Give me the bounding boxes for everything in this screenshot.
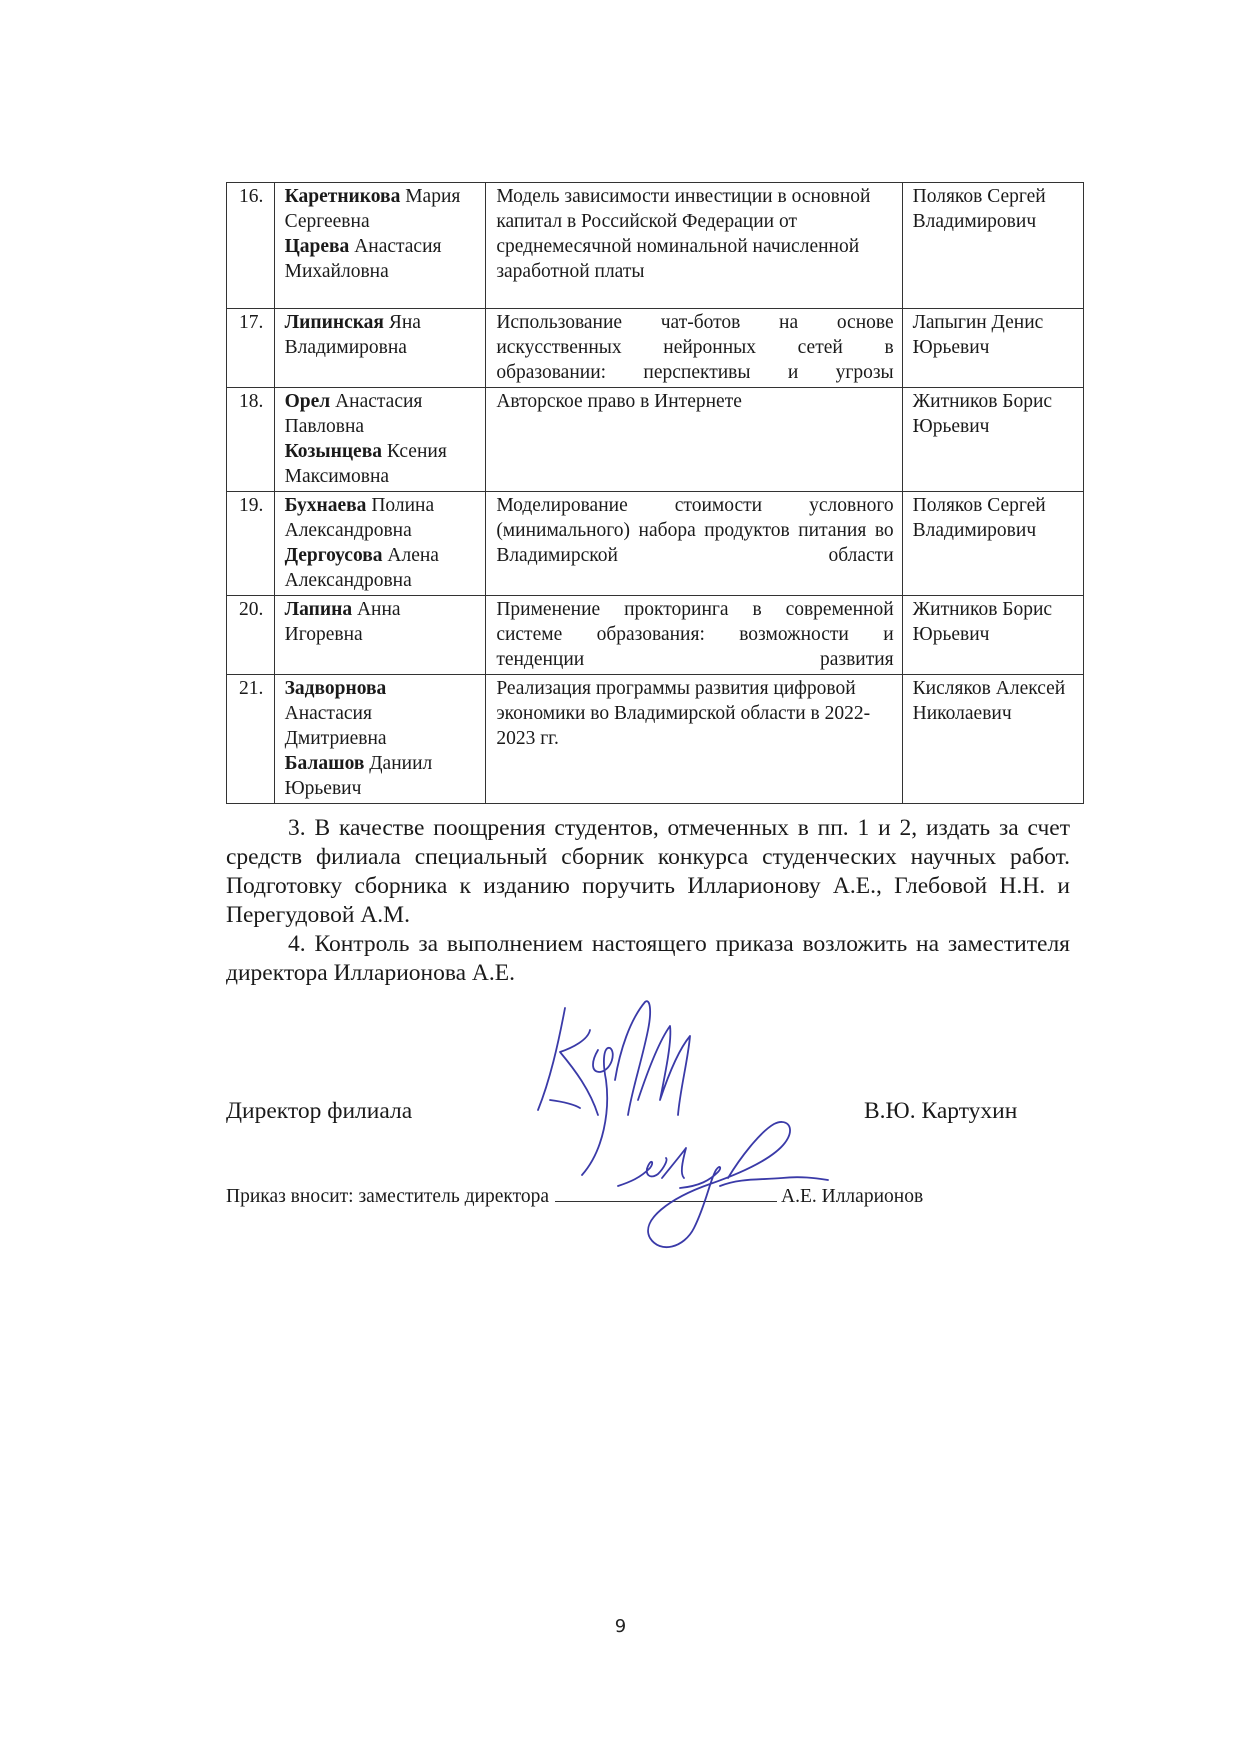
deputy-signature [610,1108,840,1258]
director-title: Директор филиала [226,1098,413,1124]
paragraph-3-text: 3. В качестве поощрения студентов, отмеченных в пп. 1 и 2, издать за счет средств филиала специальный сборник конкурса студенческих научных работ. Подготовку сборника к изданию поручить Илларионову А.Е., Глебовой Н.Н. и Перегудовой А.М. [226,815,1070,928]
student-surname: Орел [284,391,331,412]
student-surname: Царева [284,236,350,257]
topic-cell: Применение прокторинга в современной системе образования: возможности и тенденции развития [486,596,902,675]
topic-cell: Модель зависимости инвестиции в основной капитал в Российской Федерации от среднемесячной номинальной начисленной заработной платы [486,183,902,309]
director-name: В.Ю. Картухин [864,1098,1018,1124]
student-surname: Задворнова [284,678,387,699]
student-given-names: Ксения Максимовна [284,441,447,487]
paragraph-4 [226,930,1070,988]
table-row [227,675,1084,804]
table-row [227,309,1084,388]
student-surname: Бухнаева [284,495,367,516]
row-number: 18. [227,388,275,492]
students-cell [274,309,486,388]
paragraph-4-text: 4. Контроль за выполнением настоящего приказа возложить на заместителя директора Илларионова А.Е. [226,931,1070,986]
student-surname: Козынцева [284,441,382,462]
student-surname: Дергоусова [284,545,383,566]
student-given-names: Мария Сергеевна [284,186,461,232]
table-row [227,388,1084,492]
paragraph-3 [226,814,1070,930]
table-row [227,492,1084,596]
submitter-label: Приказ вносит: заместитель директора [226,1186,549,1207]
student-given-names: Даниил Юрьевич [284,753,433,799]
row-number: 20. [227,596,275,675]
table-row [227,183,1084,309]
student-given-names: Анастасия Михайловна [284,236,442,282]
supervisor-cell: Житников Борис Юрьевич [902,596,1083,675]
students-cell [274,596,486,675]
row-number: 19. [227,492,275,596]
students-cell [274,183,486,309]
student-given-names: Полина Александровна [284,495,435,541]
supervisor-cell: Житников Борис Юрьевич [902,388,1083,492]
students-cell [274,492,486,596]
topic-cell: Использование чат-ботов на основе искусственных нейронных сетей в образовании: перспективы и угрозы [486,309,902,388]
supervisor-cell: Лапыгин Денис Юрьевич [902,309,1083,388]
row-number: 17. [227,309,275,388]
supervisor-cell: Поляков Сергей Владимирович [902,183,1083,309]
awards-table [226,182,1084,804]
topic-cell: Авторское право в Интернете [486,388,902,492]
student-given-names: Алена Александровна [284,545,439,591]
row-number: 16. [227,183,275,309]
topic-cell: Моделирование стоимости условного (минимального) набора продуктов питания во Владимирской области [486,492,902,596]
student-surname: Балашов [284,753,365,774]
student-surname: Липинская [284,312,384,333]
submitter-name: А.Е. Илларионов [781,1186,924,1207]
table-row [227,596,1084,675]
topic-cell: Реализация программы развития цифровой экономики во Владимирской области в 2022-2023 гг. [486,675,902,804]
student-given-names: Анна Игоревна [284,599,401,645]
supervisor-cell: Кисляков Алексей Николаевич [902,675,1083,804]
page-number: 9 [614,1616,627,1637]
students-cell [274,388,486,492]
students-cell [274,675,486,804]
student-surname: Лапина [284,599,353,620]
row-number: 21. [227,675,275,804]
supervisor-cell: Поляков Сергей Владимирович [902,492,1083,596]
student-given-names: Анастасия Дмитриевна [284,703,387,749]
student-given-names: Анастасия Павловна [284,391,423,437]
student-surname: Каретникова [284,186,401,207]
student-given-names: Яна Владимировна [284,312,421,358]
